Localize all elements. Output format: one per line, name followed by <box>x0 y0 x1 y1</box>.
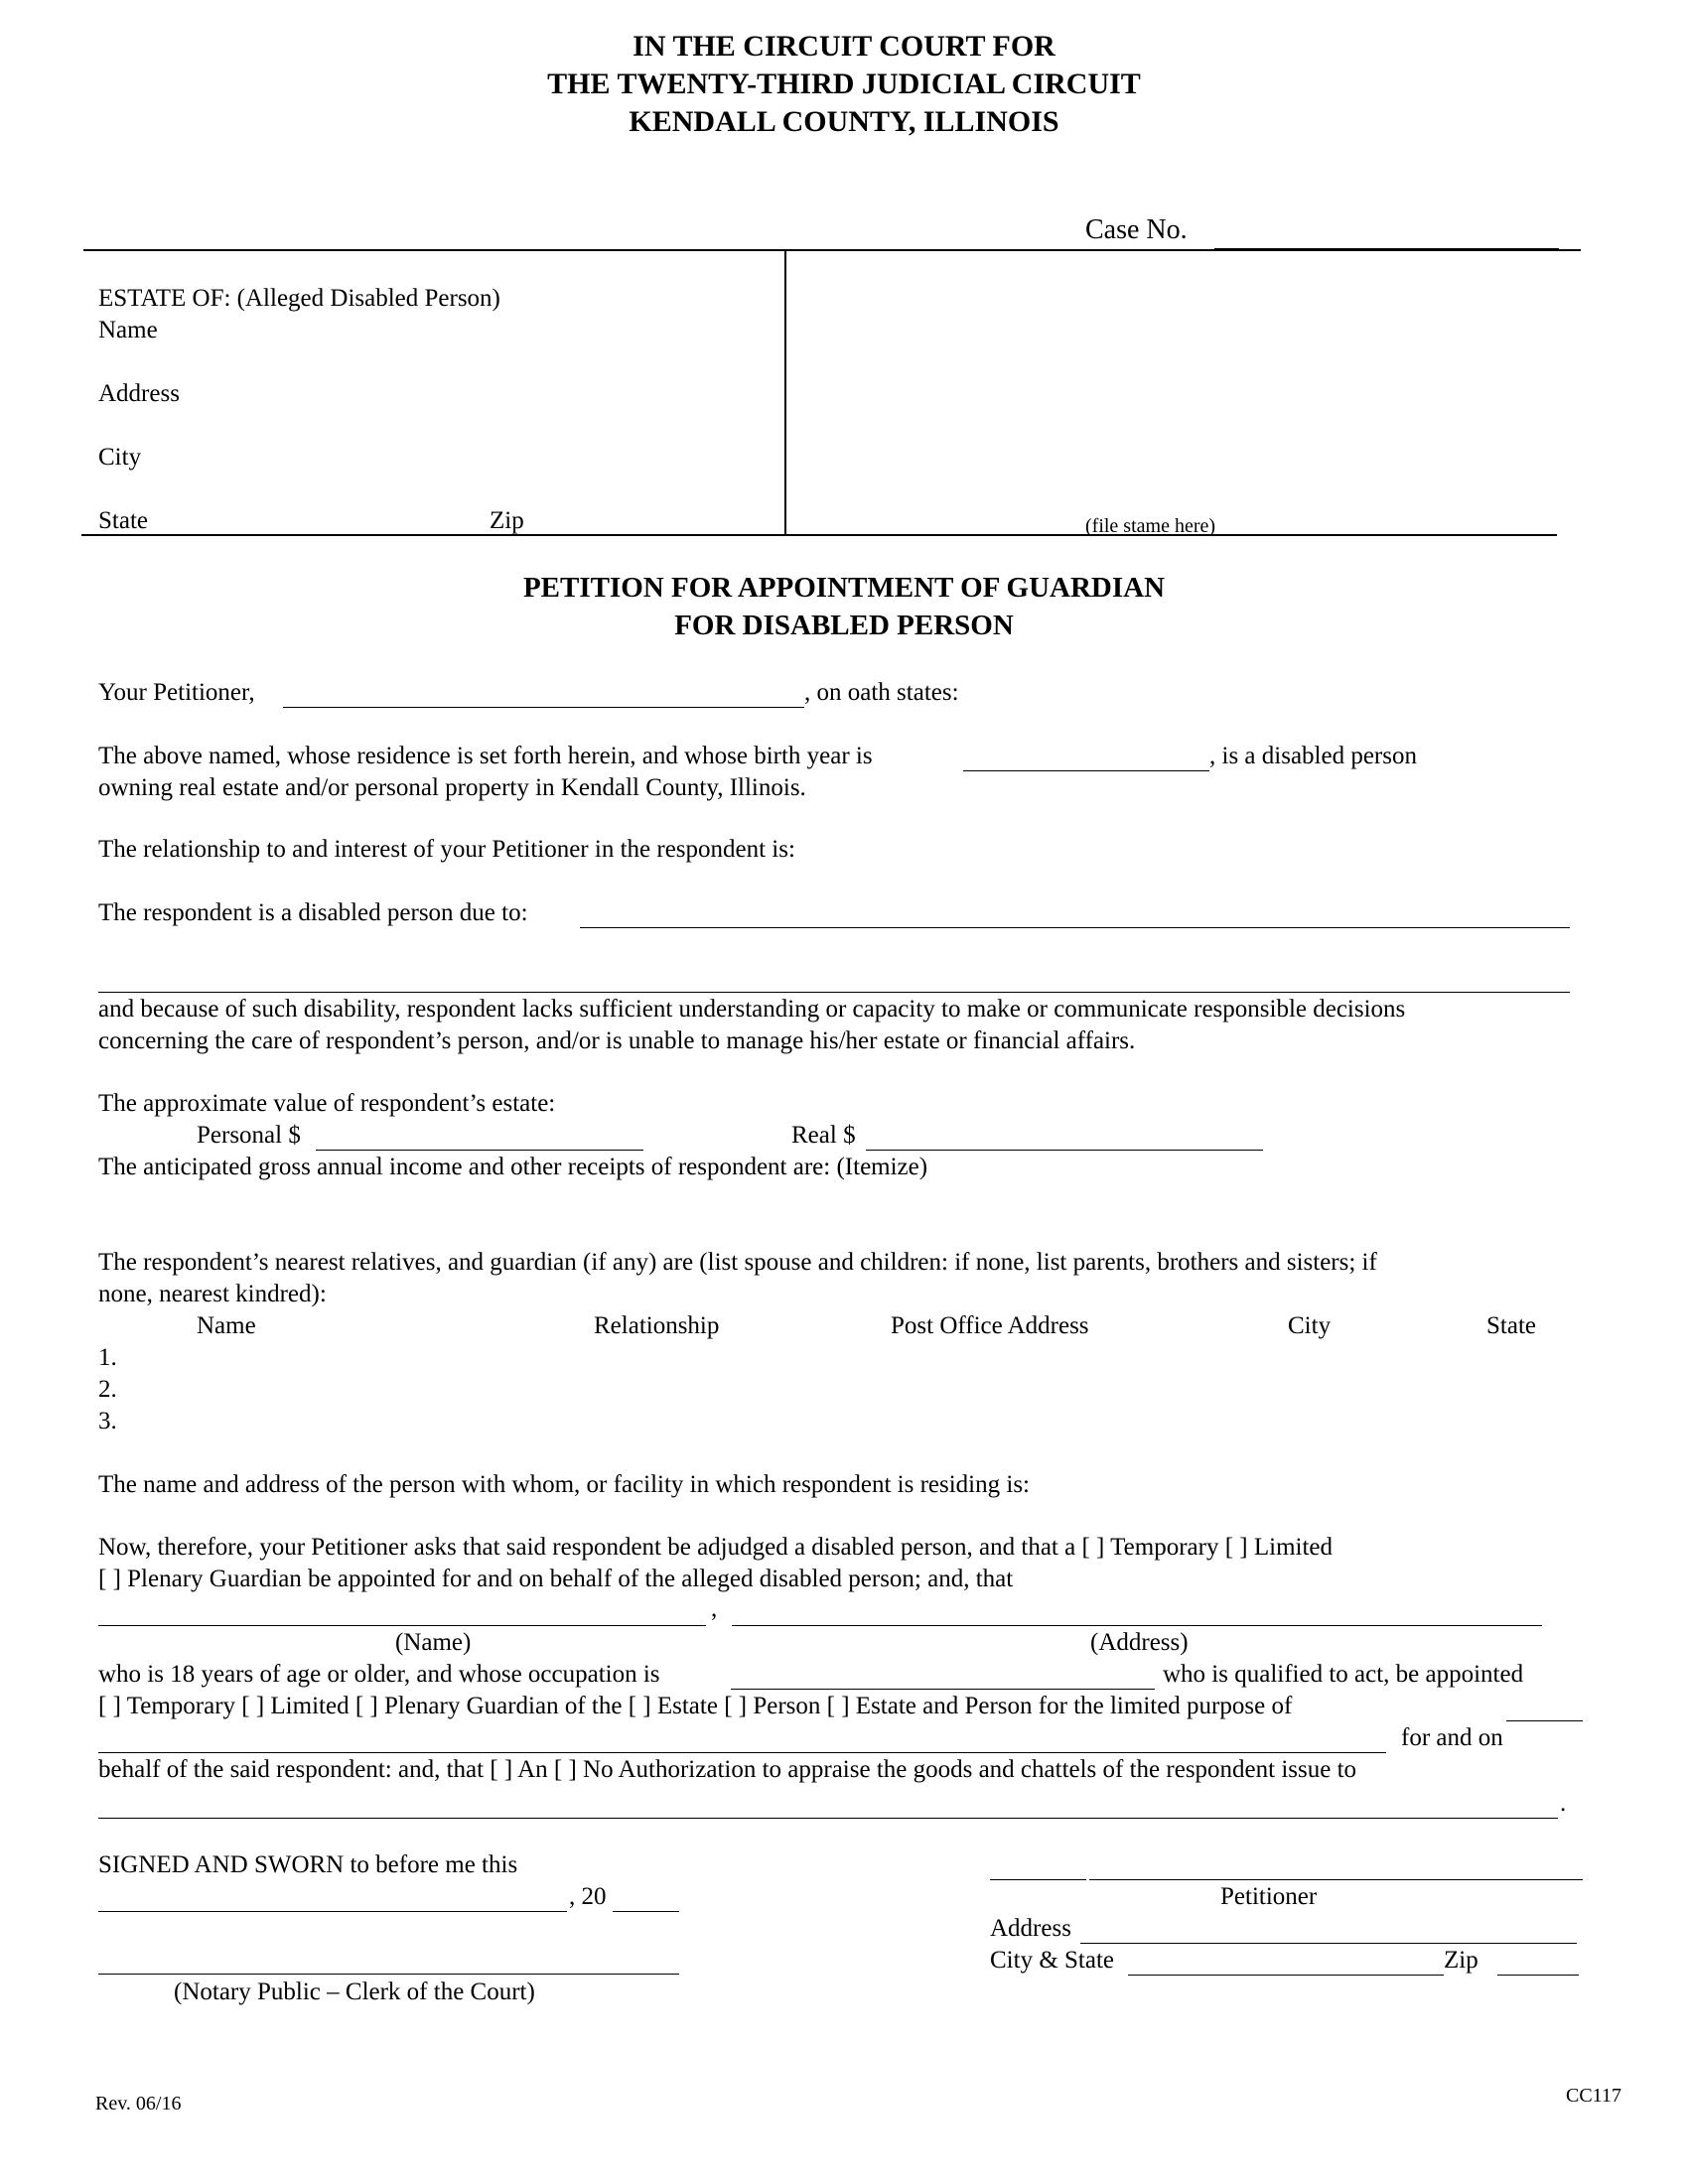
petitioner-name-field[interactable] <box>283 707 804 708</box>
for-and-on-text: for and on <box>1401 1724 1503 1751</box>
address-caption: (Address) <box>1090 1629 1189 1656</box>
personal-value-field[interactable] <box>316 1150 643 1151</box>
qualified-text: who is qualified to act, be appointed <box>1163 1661 1524 1688</box>
guardian-name-field[interactable] <box>98 1625 706 1626</box>
estate-zip-label: Zip <box>490 507 524 534</box>
estate-state-label: State <box>98 507 148 534</box>
limited-purpose-field[interactable] <box>1506 1720 1583 1721</box>
sworn-date-field[interactable] <box>98 1911 567 1912</box>
sworn-text: SIGNED AND SWORN to before me this <box>98 1851 518 1878</box>
relatives-text-line1: The respondent’s nearest relatives, and guardian (if any) are (list spouse and children: if none, list parents, brothers and sisters; if <box>98 1249 1377 1276</box>
petitioner-caption: Petitioner <box>1220 1883 1318 1910</box>
occupation-text: who is 18 years of age or older, and whose occupation is <box>98 1661 660 1688</box>
income-text: The anticipated gross annual income and other receipts of respondent are: (Itemize) <box>98 1154 928 1180</box>
relatives-text-line2: none, nearest kindred): <box>98 1281 327 1307</box>
estate-name-label: Name <box>98 317 158 343</box>
column-header-name: Name <box>197 1312 256 1339</box>
asks-text-line2: [ ] Plenary Guardian be appointed for and on behalf of the alleged disabled person; and, that <box>98 1566 1014 1592</box>
real-value-label: Real $ <box>791 1122 856 1149</box>
file-stamp-note: (file stame here) <box>1085 515 1216 537</box>
petitioner-label: Your Petitioner, <box>98 679 255 706</box>
disability-field[interactable] <box>580 927 1570 928</box>
disability-label: The respondent is a disabled person due to: <box>98 899 528 926</box>
year-prefix: , 20 <box>569 1883 607 1910</box>
box-bottom-border <box>81 534 1557 536</box>
form-number: CC117 <box>1566 2085 1621 2107</box>
estate-address-label: Address <box>98 380 180 407</box>
estate-city-label: City <box>98 444 142 471</box>
petitioner-signature-field[interactable] <box>1089 1879 1583 1880</box>
revision-date: Rev. 06/16 <box>95 2093 182 2115</box>
case-number-label: Case No. <box>1085 214 1188 245</box>
notary-signature-field[interactable] <box>98 1974 679 1975</box>
name-caption: (Name) <box>395 1629 472 1656</box>
petitioner-city-state-field[interactable] <box>1128 1975 1444 1976</box>
petitioner-zip-field[interactable] <box>1497 1975 1579 1976</box>
period: . <box>1560 1790 1567 1817</box>
birth-year-field[interactable] <box>963 770 1209 771</box>
petition-title-line1: PETITION FOR APPOINTMENT OF GUARDIAN <box>522 572 1166 604</box>
residing-text: The name and address of the person with whom, or facility in which respondent is residing is: <box>98 1471 1030 1498</box>
appraisal-field[interactable] <box>98 1818 1558 1819</box>
limited-purpose-field-line2[interactable] <box>98 1752 1386 1753</box>
sworn-year-field[interactable] <box>613 1911 679 1912</box>
relative-row-3: 3. <box>98 1408 117 1434</box>
column-header-state: State <box>1486 1312 1536 1339</box>
capacity-text-line1: and because of such disability, respondent lacks sufficient understanding or capacity to make or communicate responsible decisions <box>98 996 1406 1023</box>
court-header-line1: IN THE CIRCUIT COURT FOR <box>633 30 1055 63</box>
column-header-address: Post Office Address <box>891 1312 1089 1339</box>
petitioner-signature-field-a[interactable] <box>990 1879 1086 1880</box>
real-value-field[interactable] <box>866 1150 1263 1151</box>
property-text: owning real estate and/or personal property in Kendall County, Illinois. <box>98 774 806 801</box>
occupation-field[interactable] <box>731 1689 1155 1690</box>
oath-text: , on oath states: <box>804 679 959 706</box>
personal-value-label: Personal $ <box>197 1122 301 1149</box>
disability-field-line2[interactable] <box>98 992 1570 993</box>
petitioner-address-label: Address <box>990 1915 1071 1942</box>
petition-title-line2: FOR DISABLED PERSON <box>674 610 1014 641</box>
petitioner-city-state-label: City & State <box>990 1947 1114 1974</box>
column-header-relationship: Relationship <box>594 1312 720 1339</box>
estate-of-label: ESTATE OF: (Alleged Disabled Person) <box>98 285 500 312</box>
column-header-city: City <box>1288 1312 1332 1339</box>
comma-separator: , <box>711 1595 718 1622</box>
box-top-border <box>83 249 1581 251</box>
behalf-text: behalf of the said respondent: and, that [ ] An [ ] No Authorization to appraise the goods and chattels of the respondent issue to <box>98 1756 1357 1783</box>
capacity-text-line2: concerning the care of respondent’s person, and/or is unable to manage his/her estate or financial affairs. <box>98 1027 1136 1054</box>
relationship-text: The relationship to and interest of your Petitioner in the respondent is: <box>98 836 795 863</box>
petitioner-address-field[interactable] <box>1080 1943 1577 1944</box>
petitioner-zip-label: Zip <box>1444 1947 1478 1974</box>
asks-text-line1: Now, therefore, your Petitioner asks that said respondent be adjudged a disabled person, and that a [ ] Temporary [ ] Limited <box>98 1534 1334 1561</box>
relative-row-2: 2. <box>98 1376 117 1403</box>
court-header-line3: KENDALL COUNTY, ILLINOIS <box>629 105 1059 138</box>
birth-year-text: The above named, whose residence is set forth herein, and whose birth year is <box>98 743 873 769</box>
guardian-type-line: [ ] Temporary [ ] Limited [ ] Plenary Guardian of the [ ] Estate [ ] Person [ ] Estate and Person for the limited purpose of <box>98 1693 1293 1719</box>
box-divider <box>784 249 786 536</box>
notary-caption: (Notary Public – Clerk of the Court) <box>174 1979 535 2005</box>
guardian-address-field[interactable] <box>732 1625 1542 1626</box>
court-header-line2: THE TWENTY-THIRD JUDICIAL CIRCUIT <box>547 68 1141 100</box>
disabled-person-text: , is a disabled person <box>1209 743 1417 769</box>
relative-row-1: 1. <box>98 1344 117 1371</box>
estate-value-text: The approximate value of respondent’s estate: <box>98 1090 556 1117</box>
